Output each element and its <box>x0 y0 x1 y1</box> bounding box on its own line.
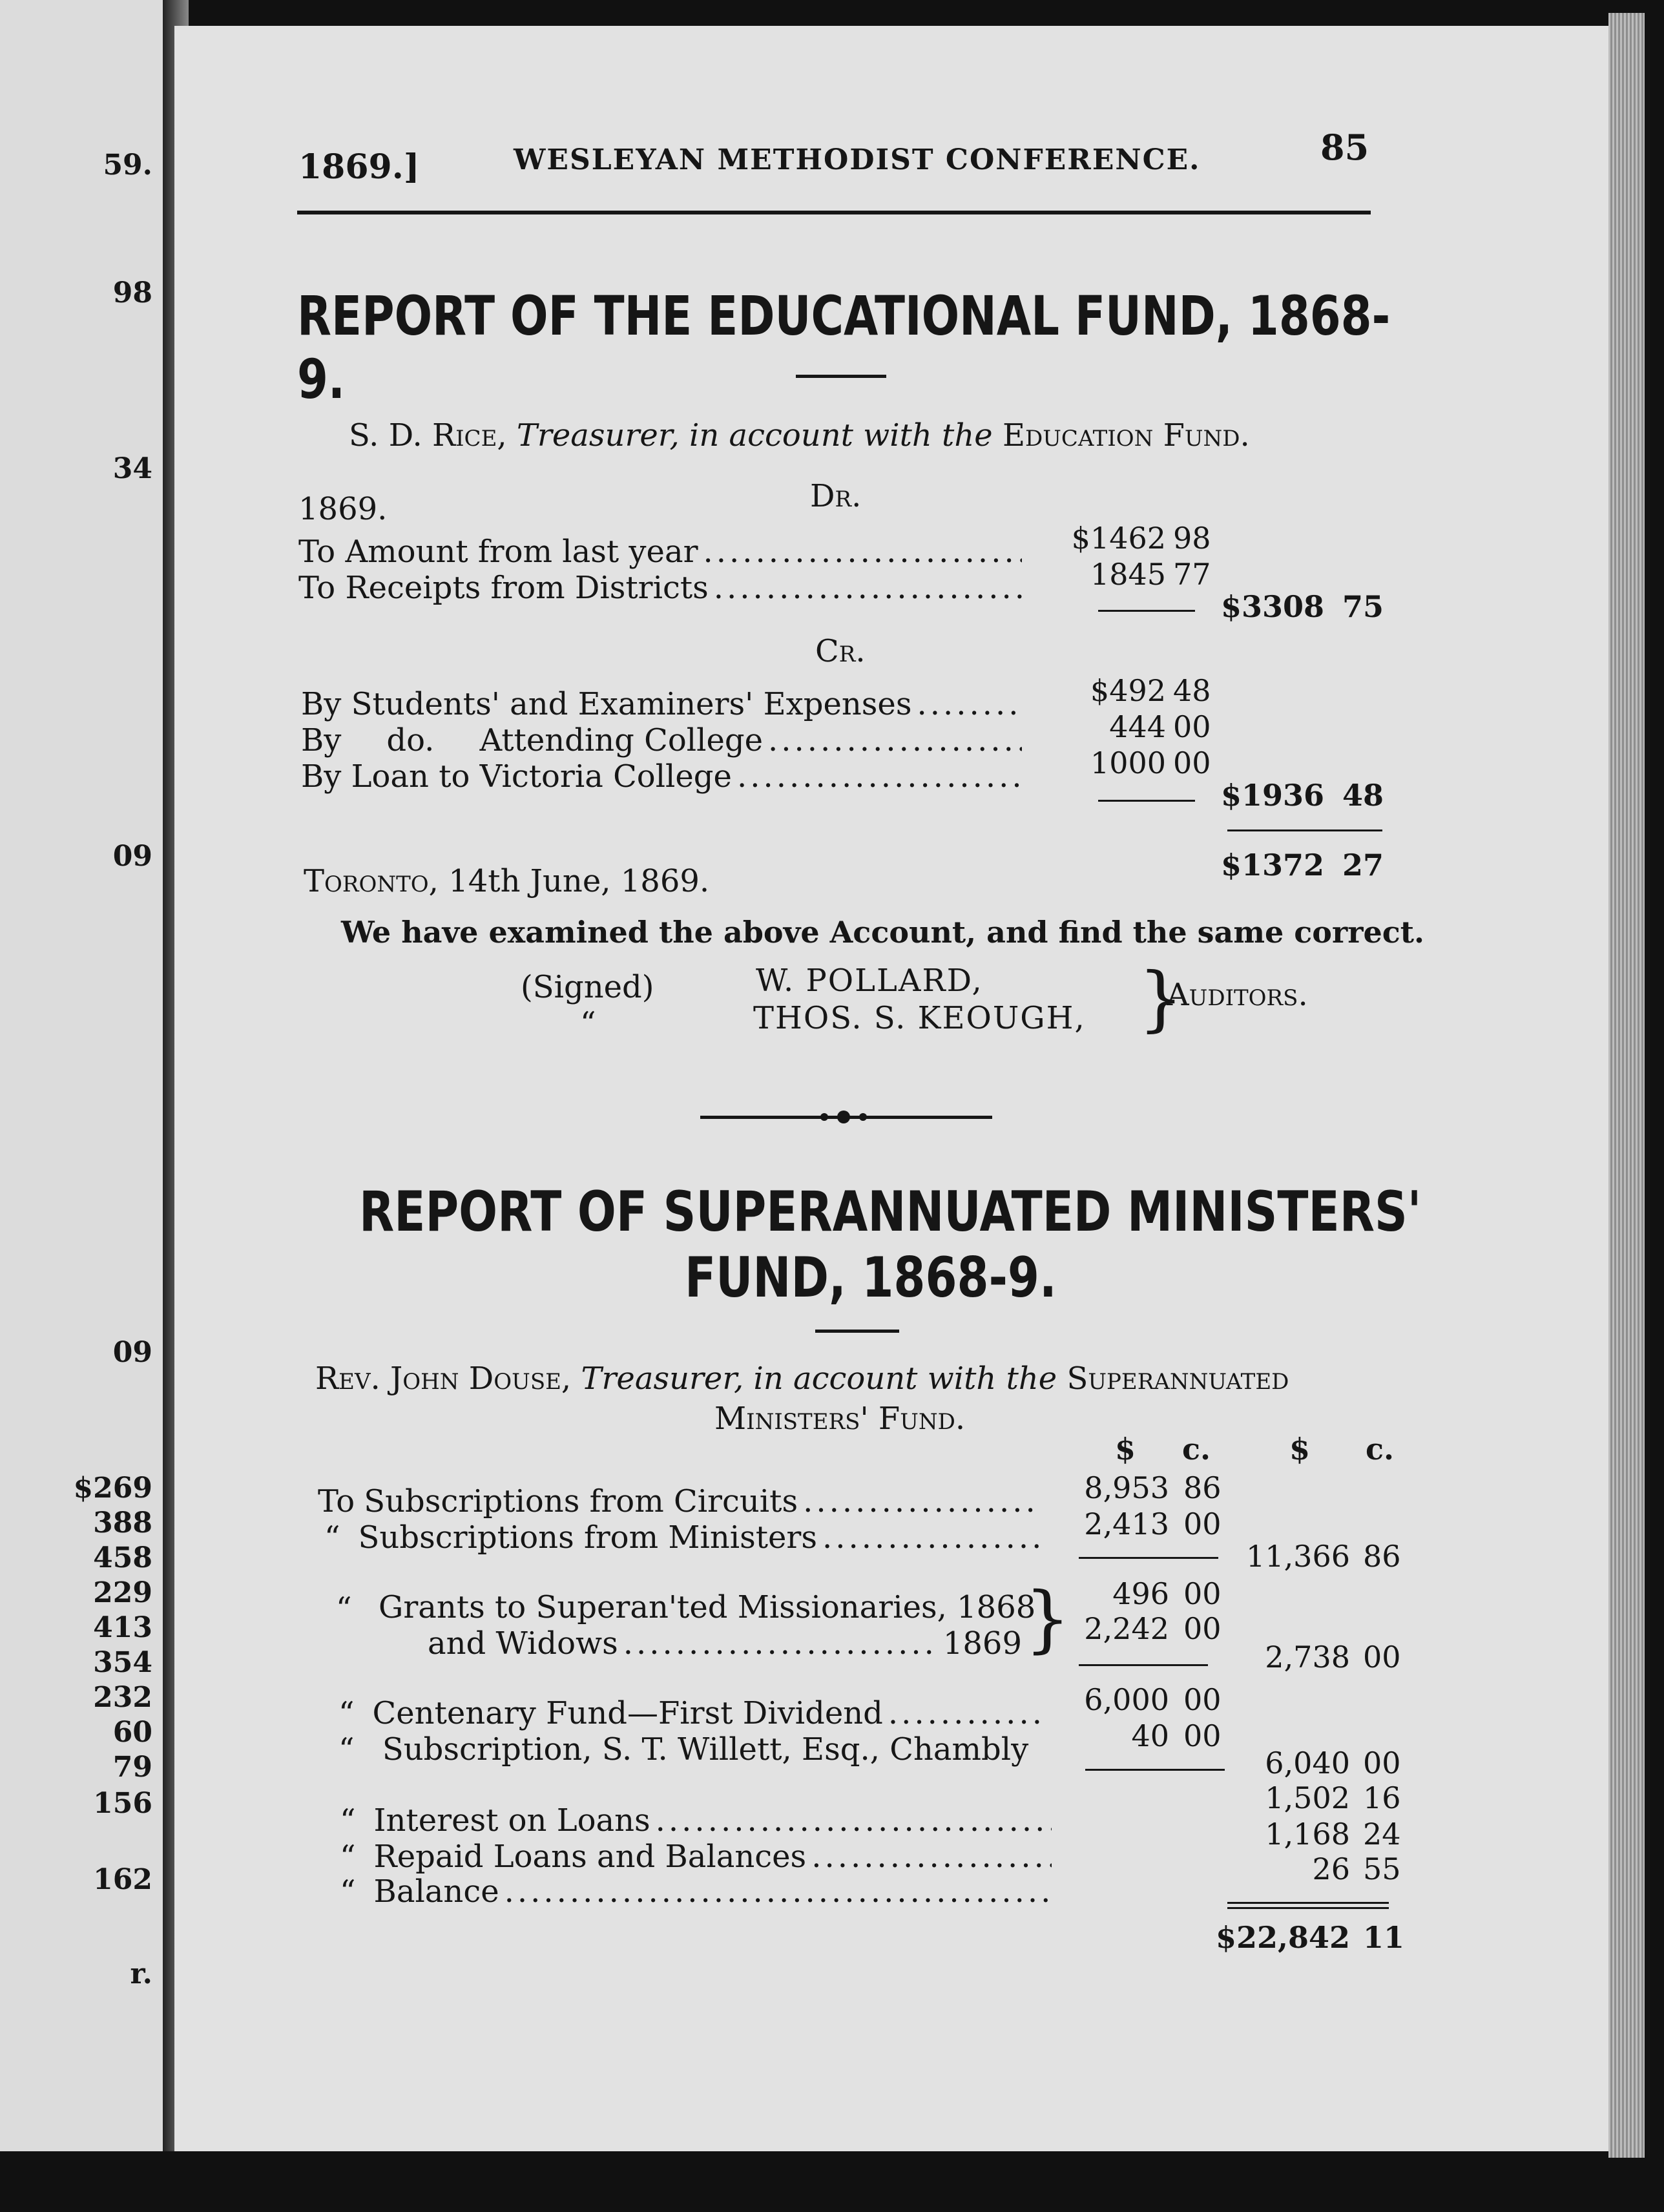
leader-dots <box>737 758 1022 795</box>
fund-name: Education Fund. <box>1002 417 1250 454</box>
amount-cents: 55 <box>1363 1852 1401 1886</box>
leader-dots <box>803 1483 1041 1519</box>
amount-dollars: 444 <box>1109 709 1166 744</box>
auditors-label: Auditors. <box>1167 977 1308 1013</box>
prev-page-number: $269 <box>73 1472 152 1505</box>
auditor-name: W. POLLARD, <box>756 963 983 999</box>
prev-page-header: 59. <box>103 149 152 182</box>
amount-dollars: 1,502 <box>1265 1780 1350 1815</box>
header-rule <box>297 211 1371 214</box>
amount-cents: 00 <box>1173 746 1211 780</box>
amount-dollars: 2,413 <box>1084 1507 1169 1541</box>
grand-total-dollars: $22,842 <box>1215 1920 1350 1955</box>
amount-cents: 77 <box>1173 557 1211 592</box>
subtotal-rule <box>1098 610 1195 612</box>
amount-dollars: 1845 <box>1090 557 1166 592</box>
credit-heading: Cr. <box>815 633 866 669</box>
subtotal-rule <box>1079 1557 1218 1559</box>
balance-dollars: $1372 <box>1220 848 1324 882</box>
ornamental-divider <box>700 1107 992 1127</box>
subtotal-cents: 00 <box>1363 1640 1401 1675</box>
ledger-line <box>338 1695 1049 1731</box>
treasurer-name: Rev. John Douse, <box>315 1361 572 1397</box>
signed-label: (Signed) <box>521 969 654 1005</box>
auditor-name: THOS. S. KEOUGH, <box>753 1000 1086 1036</box>
ledger-prefix: “ <box>338 1695 355 1731</box>
amount-cents: 16 <box>1363 1780 1401 1815</box>
prev-page-number: 229 <box>93 1576 152 1609</box>
ledger-prefix: “ <box>338 1731 355 1768</box>
amount-cents: 00 <box>1183 1611 1222 1646</box>
ledger-prefix: “ <box>336 1591 352 1627</box>
column-header-dollars: $ <box>1289 1432 1311 1466</box>
balance-rule <box>1227 830 1382 831</box>
credit-total-cents: 48 <box>1342 778 1384 813</box>
ledger-line <box>428 1625 1022 1662</box>
amount-dollars: 1,168 <box>1265 1817 1350 1852</box>
running-title: WESLEYAN METHODIST CONFERENCE. <box>514 143 1201 176</box>
ledger-line <box>318 1483 1046 1519</box>
leader-dots <box>714 570 1022 606</box>
amount-dollars: $1462 <box>1071 521 1166 556</box>
ledger-prefix: “ <box>340 1802 356 1839</box>
ledger-prefix: “ <box>324 1519 340 1556</box>
grand-total-cents: 11 <box>1363 1920 1405 1955</box>
amount-cents: 00 <box>1183 1507 1222 1541</box>
amount-dollars: 2,242 <box>1084 1611 1169 1646</box>
account-year: 1869. <box>298 491 388 527</box>
amount-dollars: 40 <box>1131 1718 1169 1753</box>
amount-cents: 24 <box>1363 1817 1401 1852</box>
ledger-label: Subscriptions from Circuits <box>364 1483 798 1519</box>
page-edges <box>1608 13 1645 2158</box>
amount-cents: 48 <box>1173 673 1211 708</box>
prev-page-number: 458 <box>93 1541 152 1574</box>
amount-dollars: 26 <box>1312 1852 1350 1886</box>
prev-page-number: 60 <box>112 1716 152 1749</box>
prev-page-number: 232 <box>93 1681 152 1714</box>
prev-page-number: 09 <box>112 840 152 873</box>
educational-account-line <box>349 417 1250 454</box>
previous-page-fragment <box>0 0 178 2151</box>
treasurer-role: Treasurer, in account with the <box>581 1361 1057 1397</box>
ledger-line <box>298 534 1027 570</box>
ledger-prefix: To <box>318 1483 355 1519</box>
debit-total-cents: 75 <box>1342 589 1384 624</box>
ledger-label: By Loan to Victoria College <box>301 758 732 795</box>
amount-dollars: 496 <box>1112 1576 1169 1611</box>
short-rule <box>796 375 886 378</box>
ditto-mark: “ <box>580 1005 596 1041</box>
prev-page-number: r. <box>130 1957 152 1990</box>
ledger-label: Attending College <box>479 722 763 758</box>
ledger-label: and Widows <box>428 1625 618 1662</box>
amount-dollars: 1000 <box>1090 746 1166 780</box>
ledger-label: To Receipts from Districts <box>298 570 709 606</box>
amount-dollars: $492 <box>1090 673 1166 708</box>
prev-page-number: 156 <box>93 1787 152 1820</box>
superannuated-account-line <box>315 1361 1289 1397</box>
header-year: 1869.] <box>298 147 420 187</box>
amount-cents: 98 <box>1173 521 1211 556</box>
leader-dots <box>917 686 1022 722</box>
ledger-year: 1869 <box>942 1625 1022 1662</box>
leader-dots <box>888 1695 1044 1731</box>
amount-cents: 00 <box>1173 709 1211 744</box>
ledger-label: To Amount from last year <box>298 534 698 570</box>
leader-dots <box>623 1625 938 1662</box>
ledger-line <box>301 686 1027 722</box>
ledger-line <box>298 570 1027 606</box>
amount-cents: 00 <box>1183 1576 1222 1611</box>
date-place: Toronto, <box>304 863 439 899</box>
amount-cents: 00 <box>1183 1718 1222 1753</box>
ledger-prefix: “ <box>340 1839 356 1875</box>
subtotal-rule <box>1079 1664 1208 1666</box>
grants-line1: Grants to Superan'ted Missionaries, 1868 <box>379 1589 1036 1625</box>
balance-cents: 27 <box>1342 848 1384 882</box>
ledger-line <box>301 722 1027 758</box>
prev-page-number: 34 <box>112 452 152 485</box>
credit-total-dollars: $1936 <box>1220 778 1324 813</box>
fund-name: Superannuated <box>1066 1361 1289 1397</box>
debit-heading: Dr. <box>810 478 862 514</box>
page-number: 85 <box>1320 127 1369 168</box>
amount-dollars: 6,000 <box>1084 1682 1169 1717</box>
brace-glyph: } <box>1138 957 1183 1039</box>
ledger-label-by: By <box>301 722 342 758</box>
certification-text: We have examined the above Account, and find the same correct. <box>341 915 1425 950</box>
ledger-label: Balance <box>373 1873 499 1910</box>
prev-page-number: 388 <box>93 1507 152 1539</box>
leader-dots <box>811 1839 1052 1875</box>
ledger-label: By Students' and Examiners' Expenses <box>301 686 912 722</box>
treasurer-name: S. D. Rice, <box>349 417 507 454</box>
brace-glyph: } <box>1024 1577 1071 1661</box>
short-rule <box>815 1330 899 1333</box>
prev-page-number: 79 <box>112 1751 152 1784</box>
leader-dots <box>504 1873 1052 1910</box>
prev-page-number: 162 <box>93 1863 152 1896</box>
educational-fund-title: REPORT OF THE EDUCATIONAL FUND, 1868-9. <box>297 284 1391 411</box>
ledger-line <box>340 1839 1057 1875</box>
subtotal-dollars: 6,040 <box>1265 1746 1350 1780</box>
subtotal-dollars: 2,738 <box>1265 1640 1350 1675</box>
debit-total-dollars: $3308 <box>1220 589 1324 624</box>
amount-cents: 86 <box>1183 1470 1222 1505</box>
ledger-label: Subscriptions from Ministers <box>358 1519 818 1556</box>
ledger-line <box>340 1802 1057 1839</box>
ledger-line <box>301 758 1027 795</box>
superannuated-fund-title: REPORT OF SUPERANNUATED MINISTERS' <box>359 1180 1422 1244</box>
column-header-cents: c. <box>1366 1432 1395 1466</box>
prev-page-number: 09 <box>112 1336 152 1369</box>
leader-dots <box>822 1519 1041 1556</box>
subtotal-rule <box>1098 800 1195 802</box>
ledger-prefix: “ <box>340 1873 356 1910</box>
ledger-line <box>338 1731 1028 1768</box>
treasurer-role: Treasurer, in account with the <box>516 417 993 454</box>
prev-page-number: 354 <box>93 1646 152 1679</box>
prev-page-number: 413 <box>93 1611 152 1644</box>
ledger-label: Subscription, S. T. Willett, Esq., Chambly <box>382 1731 1029 1768</box>
subtotal-cents: 86 <box>1363 1539 1401 1574</box>
leader-dots <box>703 534 1022 570</box>
amount-dollars: 8,953 <box>1084 1470 1169 1505</box>
total-rule <box>1227 1902 1389 1904</box>
ledger-label: Centenary Fund—First Dividend <box>372 1695 883 1731</box>
ledger-line <box>340 1873 1057 1910</box>
ledger-line <box>324 1519 1046 1556</box>
subtotal-cents: 00 <box>1363 1746 1401 1780</box>
ledger-label: Repaid Loans and Balances <box>373 1839 807 1875</box>
total-rule <box>1227 1907 1389 1909</box>
column-header-cents: c. <box>1182 1432 1211 1466</box>
ledger-label: Interest on Loans <box>373 1802 650 1839</box>
leader-dots <box>768 722 1022 758</box>
superannuated-fund-title-line2: FUND, 1868-9. <box>685 1246 1057 1310</box>
subtotal-rule <box>1085 1769 1225 1771</box>
ledger-label-ditto: do. <box>386 722 435 758</box>
leader-dots <box>656 1802 1052 1839</box>
date-line <box>304 863 709 899</box>
amount-cents: 00 <box>1183 1682 1222 1717</box>
subtotal-dollars: 11,366 <box>1246 1539 1350 1574</box>
date: 14th June, 1869. <box>448 863 710 899</box>
fund-name-line2: Ministers' Fund. <box>714 1401 966 1437</box>
column-header-dollars: $ <box>1115 1432 1136 1466</box>
prev-page-number: 98 <box>112 276 152 309</box>
